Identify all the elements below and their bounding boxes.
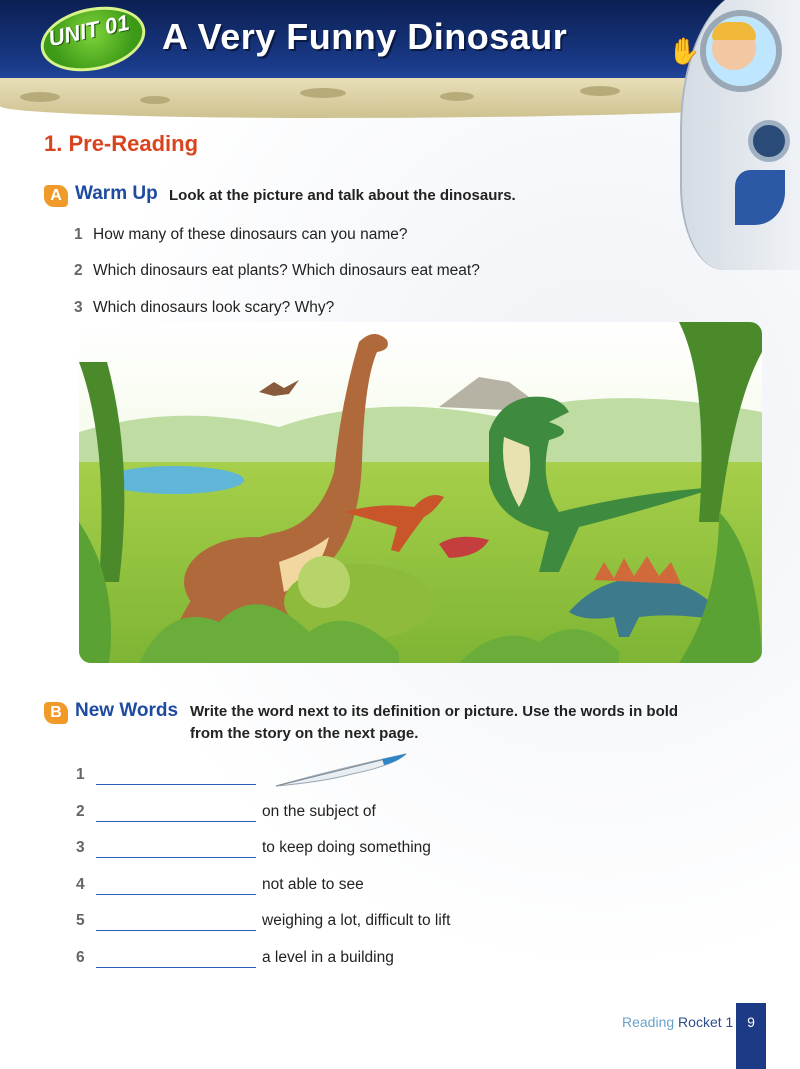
question-1	[74, 226, 407, 244]
book-title-word-2: Rocket 1	[678, 1014, 734, 1030]
warm-up-title: Warm Up	[75, 183, 158, 204]
question-2	[74, 262, 480, 280]
vocab-number: 3	[76, 839, 85, 856]
question-text: Which dinosaurs look scary? Why?	[93, 299, 335, 316]
unit-label: UNIT 01	[46, 9, 132, 52]
vocab-number: 6	[76, 949, 85, 966]
lake	[104, 466, 244, 494]
dinosaur-scene-svg	[79, 322, 762, 663]
book-title	[622, 1014, 733, 1030]
answer-blank[interactable]	[96, 857, 256, 858]
feather-icon	[272, 750, 412, 790]
warm-up-instruction: Look at the picture and talk about the dinosaurs.	[169, 187, 516, 204]
section-heading: 1. Pre-Reading	[44, 131, 199, 156]
answer-blank[interactable]	[96, 821, 256, 822]
vocab-definition: not able to see	[262, 876, 364, 893]
vocab-number: 5	[76, 912, 85, 929]
page-title: A Very Funny Dinosaur	[162, 16, 568, 57]
vocab-definition: a level in a building	[262, 949, 394, 966]
vocab-definition: weighing a lot, difficult to lift	[262, 912, 451, 929]
vocab-number: 2	[76, 803, 85, 820]
question-text: How many of these dinosaurs can you name?	[93, 226, 408, 243]
crater	[140, 96, 170, 104]
rocket-window	[748, 120, 790, 162]
book-title-word-1: Reading	[622, 1014, 675, 1030]
answer-blank[interactable]	[96, 784, 256, 785]
new-words-title: New Words	[75, 700, 179, 721]
vocab-number: 1	[76, 766, 85, 783]
crater	[440, 92, 474, 101]
page-number: 9	[736, 1003, 766, 1069]
new-words-badge: B	[44, 702, 68, 724]
astronaut-hair	[712, 22, 756, 40]
question-number: 3	[74, 299, 83, 316]
vocab-definition: to keep doing something	[262, 839, 431, 856]
answer-blank[interactable]	[96, 967, 256, 968]
question-number: 1	[74, 226, 83, 243]
answer-blank[interactable]	[96, 894, 256, 895]
vocab-definition: on the subject of	[262, 803, 376, 820]
answer-blank[interactable]	[96, 930, 256, 931]
dinosaur-scene-illustration	[79, 322, 762, 663]
warm-up-badge: A	[44, 185, 68, 207]
crater	[300, 88, 346, 98]
crater	[20, 92, 60, 102]
vocab-number: 4	[76, 876, 85, 893]
new-words-instruction-line-2: from the story on the next page.	[190, 725, 419, 742]
question-3	[74, 299, 334, 317]
waving-hand-icon: ✋	[668, 36, 701, 66]
question-number: 2	[74, 262, 83, 279]
crater	[580, 86, 620, 96]
new-words-instruction-line-1: Write the word next to its definition or picture. Use the words in bold	[190, 703, 679, 720]
question-text: Which dinosaurs eat plants? Which dinosaurs eat meat?	[93, 262, 480, 279]
